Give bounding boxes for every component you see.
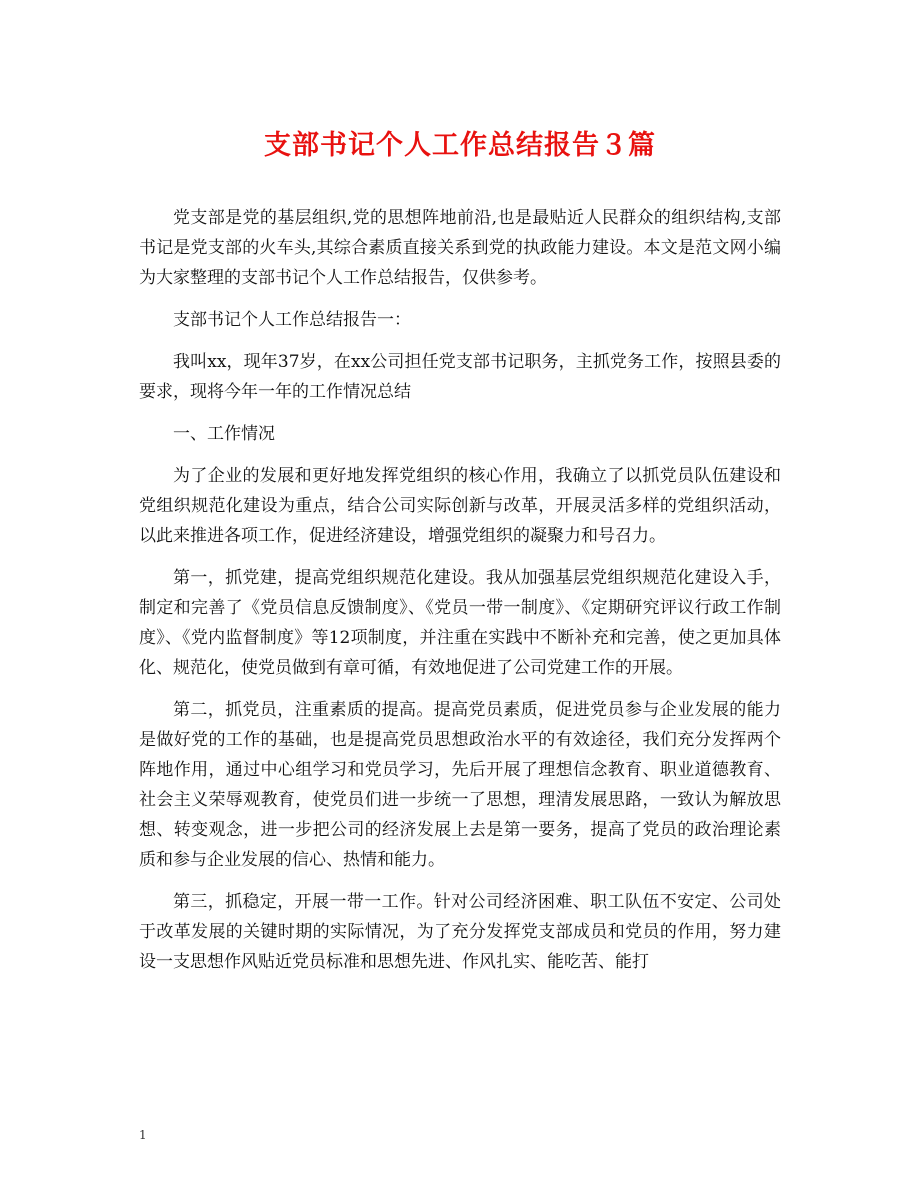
document-title: 支部书记个人工作总结报告３篇: [264, 130, 656, 161]
paragraph-self-intro: 我叫xx，现年37岁，在xx公司担任党支部书记职务，主抓党务工作，按照县委的要求，现将今年一年的工作情况总结: [139, 352, 781, 402]
paragraph-work-overview: 为了企业的发展和更好地发挥党组织的核心作用，我确立了以抓党员队伍建设和党组织规范化建设为重点，结合公司实际创新与改革，开展灵活多样的党组织活动，以此来推进各项工作，促进经济建设，增强党组织的凝聚力和号召力。: [139, 466, 781, 546]
paragraph-intro: 党支部是党的基层组织,党的思想阵地前沿,也是最贴近人民群众的组织结构,支部书记是党支部的火车头,其综合素质直接关系到党的执政能力建设。本文是范文网小编为大家整理的支部书记个人工作总结报告，仅供参考。: [139, 208, 781, 288]
paragraph-report-heading: 支部书记个人工作总结报告一：: [173, 310, 411, 330]
section-heading-work: 一、工作情况: [173, 424, 275, 444]
paragraph-first-point: 第一，抓党建，提高党组织规范化建设。我从加强基层党组织规范化建设入手，制定和完善了《党员信息反馈制度》、《党员一带一制度》、《定期研究评议行政工作制度》、《党内监督制度》等12项制度，并注重在实践中不断补充和完善，使之更加具体化、规范化，使党员做到有章可循，有效地促进了公司党建工作的开展。: [139, 568, 781, 678]
paragraph-second-point: 第二，抓党员，注重素质的提高。提高党员素质，促进党员参与企业发展的能力是做好党的工作的基础，也是提高党员思想政治水平的有效途径，我们充分发挥两个阵地作用，通过中心组学习和党员学习，先后开展了理想信念教育、职业道德教育、社会主义荣辱观教育，使党员们进一步统一了思想，理清发展思路，一致认为解放思想、转变观念，进一步把公司的经济发展上去是第一要务，提高了党员的政治理论素质和参与企业发展的信心、热情和能力。: [139, 700, 781, 870]
paragraph-third-point: 第三，抓稳定，开展一带一工作。针对公司经济困难、职工队伍不安定、公司处于改革发展的关键时期的实际情况，为了充分发挥党支部成员和党员的作用，努力建设一支思想作风贴近党员标准和思想先进、作风扎实、能吃苦、能打: [139, 892, 781, 972]
document-body: [139, 203, 781, 989]
page-number: 1: [139, 1128, 147, 1142]
